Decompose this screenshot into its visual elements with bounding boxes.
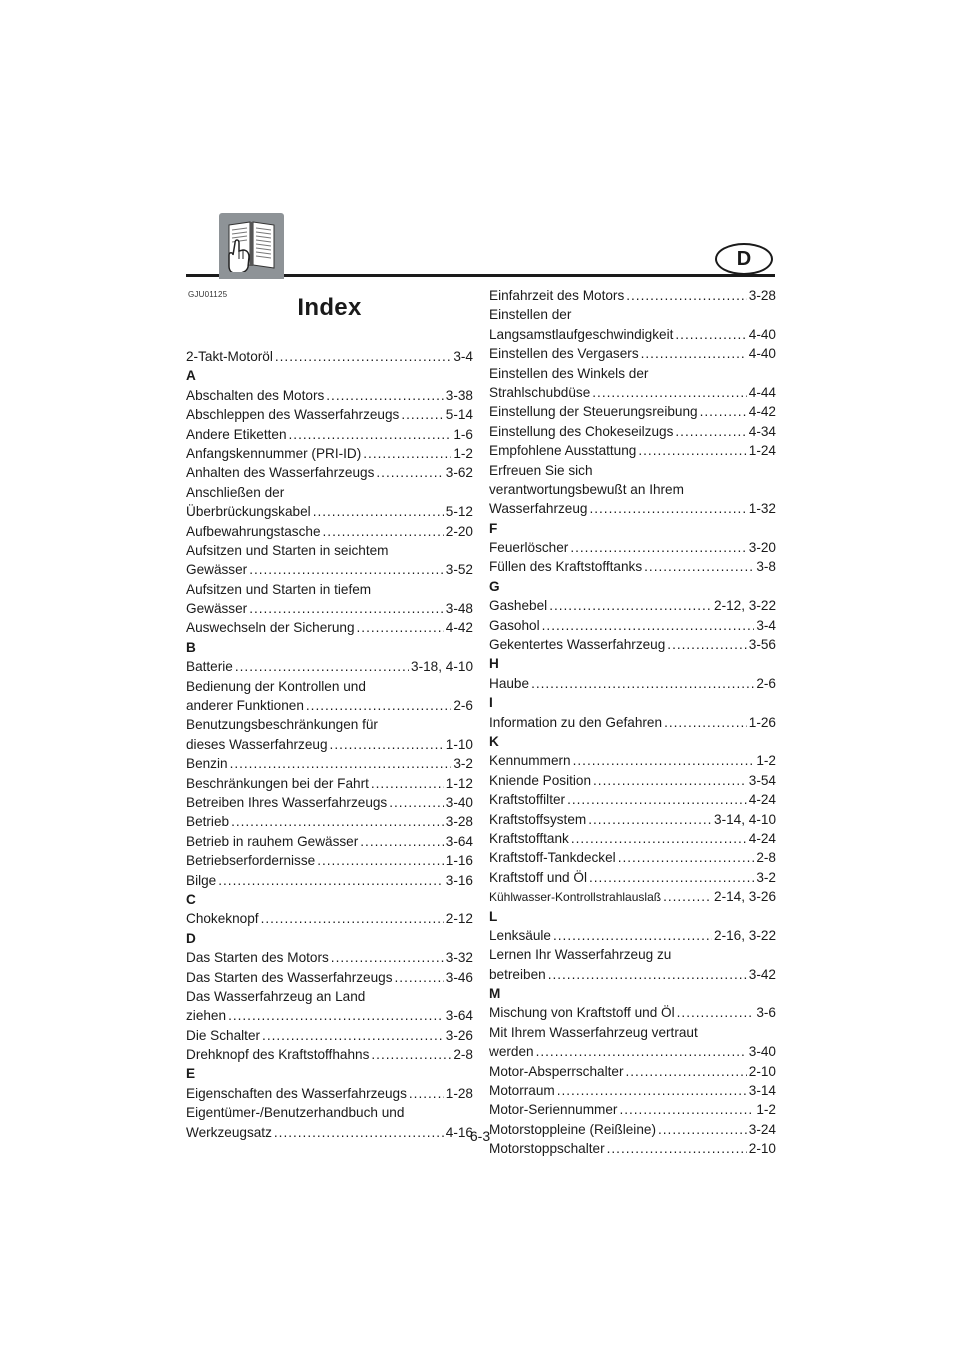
index-entry-term: Motorraum bbox=[489, 1083, 555, 1099]
dot-leader bbox=[306, 696, 451, 715]
index-entry bbox=[186, 444, 473, 463]
index-entry-page: 3-28 bbox=[748, 288, 776, 303]
dot-leader bbox=[626, 286, 747, 305]
index-entry bbox=[186, 832, 473, 851]
dot-leader bbox=[531, 674, 754, 693]
index-entry-term: Lenksäule bbox=[489, 927, 551, 943]
dot-leader bbox=[557, 1081, 747, 1100]
index-entry-line: Einstellen der bbox=[489, 307, 572, 323]
dot-leader bbox=[289, 425, 452, 444]
index-letter-heading: A bbox=[186, 368, 196, 384]
index-entry-page: 3-52 bbox=[445, 562, 473, 578]
index-entry-term: Kraftstoffsystem bbox=[489, 811, 587, 827]
index-entry bbox=[186, 812, 473, 831]
dot-leader bbox=[313, 502, 444, 521]
index-entry-page: 3-40 bbox=[748, 1044, 776, 1060]
index-entry bbox=[489, 596, 776, 615]
index-entry-page: 3-38 bbox=[445, 387, 473, 403]
dot-leader bbox=[567, 790, 747, 809]
index-entry-page: 3-18, 4-10 bbox=[411, 659, 473, 675]
index-entry-term: Anfangskennummer (PRI-ID) bbox=[186, 445, 362, 461]
dot-leader bbox=[363, 444, 451, 463]
index-entry-line: Anschließen der bbox=[186, 484, 285, 500]
index-entry-line: Aufsitzen und Starten in seichtem bbox=[186, 542, 389, 558]
index-entry-page: 2-6 bbox=[453, 698, 473, 714]
dot-leader bbox=[593, 771, 747, 790]
index-entry-page: 2-8 bbox=[756, 850, 776, 866]
index-entry bbox=[186, 347, 473, 366]
dot-leader bbox=[409, 1084, 444, 1103]
index-entry-page: 1-16 bbox=[445, 853, 473, 869]
index-entry bbox=[489, 674, 776, 693]
index-letter-heading: I bbox=[489, 695, 493, 711]
index-entry-term: Haube bbox=[489, 675, 530, 691]
index-entry-term: Kraftstoffilter bbox=[489, 792, 566, 808]
index-entry bbox=[186, 386, 473, 405]
index-entry bbox=[489, 538, 776, 557]
index-entry-term: Gasohol bbox=[489, 617, 540, 633]
index-entry-term: Motor-Absperrschalter bbox=[489, 1063, 624, 1079]
index-entry-term: Einstellen des Vergasers bbox=[489, 346, 639, 362]
index-entry bbox=[489, 965, 776, 984]
index-entry bbox=[186, 1084, 473, 1103]
dot-leader bbox=[619, 1100, 754, 1119]
index-entry bbox=[489, 616, 776, 635]
index-entry bbox=[186, 599, 473, 618]
index-entry-term: Batterie bbox=[186, 659, 233, 675]
index-entry bbox=[186, 1045, 473, 1064]
index-entry bbox=[489, 1062, 776, 1081]
index-entry-page: 1-2 bbox=[453, 445, 473, 461]
index-entry-page: 2-12, 3-22 bbox=[714, 598, 776, 614]
index-entry-page: 3-20 bbox=[748, 540, 776, 556]
index-entry-page: 2-14, 3-26 bbox=[714, 889, 776, 905]
index-entry bbox=[489, 499, 776, 518]
index-entry bbox=[489, 635, 776, 654]
dot-leader bbox=[553, 926, 712, 945]
index-entry-term: Empfohlene Ausstattung bbox=[489, 443, 637, 459]
index-entry-page: 3-46 bbox=[445, 969, 473, 985]
index-entry-page: 2-10 bbox=[748, 1141, 776, 1157]
index-entry-term: ziehen bbox=[186, 1008, 227, 1024]
index-entry-term: Einfahrzeit des Motors bbox=[489, 288, 625, 303]
dot-leader bbox=[231, 812, 444, 831]
index-entry-page: 2-10 bbox=[748, 1063, 776, 1079]
index-entry-page: 1-6 bbox=[453, 426, 473, 442]
index-entry bbox=[489, 810, 776, 829]
index-entry-term: Kühlwasser-Kontrollstrahlauslaß bbox=[489, 890, 662, 905]
index-entry bbox=[489, 383, 776, 402]
index-letter-heading: C bbox=[186, 891, 196, 907]
index-entry-page: 2-16, 3-22 bbox=[714, 927, 776, 943]
index-entry bbox=[489, 286, 776, 305]
index-entry-page: 3-14, 4-10 bbox=[714, 811, 776, 827]
index-entry-term: Auswechseln der Sicherung bbox=[186, 620, 355, 636]
index-entry-page: 4-24 bbox=[748, 792, 776, 808]
index-entry-page: 3-64 bbox=[445, 1008, 473, 1024]
index-entry bbox=[186, 871, 473, 890]
index-entry-term: Mischung von Kraftstoff und Öl bbox=[489, 1005, 675, 1021]
dot-leader bbox=[371, 1045, 451, 1064]
language-badge: D bbox=[715, 243, 773, 275]
dot-leader bbox=[331, 948, 444, 967]
index-letter-heading: K bbox=[489, 733, 499, 749]
index-entry-term: Bilge bbox=[186, 872, 217, 888]
dot-leader bbox=[228, 1006, 444, 1025]
index-entry bbox=[489, 441, 776, 460]
index-entry-term: Gewässer bbox=[186, 601, 248, 617]
index-entry-term: Das Starten des Motors bbox=[186, 950, 329, 966]
index-entry bbox=[489, 868, 776, 887]
index-entry bbox=[186, 425, 473, 444]
index-entry bbox=[489, 887, 776, 906]
index-entry-page: 1-32 bbox=[748, 501, 776, 517]
index-entry bbox=[186, 696, 473, 715]
index-entry bbox=[186, 793, 473, 812]
dot-leader bbox=[401, 405, 443, 424]
index-entry-term: Anhalten des Wasserfahrzeugs bbox=[186, 465, 375, 481]
index-entry-page: 3-48 bbox=[445, 601, 473, 617]
index-entry-term: Kraftstoff-Tankdeckel bbox=[489, 850, 616, 866]
manual-reading-hand-icon bbox=[219, 213, 284, 277]
index-entry-term: Das Starten des Wasserfahrzeugs bbox=[186, 969, 393, 985]
document-code: GJU01125 bbox=[188, 290, 228, 299]
dot-leader bbox=[323, 522, 444, 541]
index-entry-page: 4-40 bbox=[748, 326, 776, 342]
index-entry bbox=[186, 405, 473, 424]
index-entry-term: Motor-Seriennummer bbox=[489, 1102, 618, 1118]
dot-leader bbox=[360, 832, 444, 851]
dot-leader bbox=[571, 829, 747, 848]
dot-leader bbox=[536, 1042, 747, 1061]
index-entry-line: Lernen Ihr Wasserfahrzeug zu bbox=[489, 947, 672, 963]
index-entry-page: 3-4 bbox=[453, 349, 473, 364]
index-entry-term: Drehknopf des Kraftstoffhahns bbox=[186, 1047, 370, 1063]
dot-leader bbox=[376, 463, 443, 482]
index-entry bbox=[186, 968, 473, 987]
index-entry-term: Einstellung des Chokeseilzugs bbox=[489, 423, 674, 439]
index-entry-line: Erfreuen Sie sich bbox=[489, 462, 593, 478]
index-entry-term: Füllen des Kraftstofftanks bbox=[489, 559, 643, 575]
dot-leader bbox=[330, 735, 444, 754]
index-entry bbox=[489, 1003, 776, 1022]
index-entry-term: Überbrückungskabel bbox=[186, 504, 311, 520]
index-entry-term: Abschalten des Motors bbox=[186, 387, 325, 403]
dot-leader bbox=[625, 1062, 746, 1081]
dot-leader bbox=[588, 810, 712, 829]
index-entry-term: Wasserfahrzeug bbox=[489, 501, 588, 517]
dot-leader bbox=[262, 1026, 444, 1045]
index-entry-page: 4-44 bbox=[748, 384, 776, 400]
index-entry bbox=[186, 657, 473, 676]
dot-leader bbox=[667, 635, 746, 654]
index-entry-page: 3-14 bbox=[748, 1083, 776, 1099]
index-letter-heading: B bbox=[186, 639, 196, 655]
index-entry-page: 2-8 bbox=[453, 1047, 473, 1063]
index-entry-term: Strahlschubdüse bbox=[489, 384, 591, 400]
index-column-left bbox=[186, 347, 473, 1142]
dot-leader bbox=[638, 441, 746, 460]
index-entry bbox=[186, 502, 473, 521]
index-entry-page: 3-16 bbox=[445, 872, 473, 888]
dot-leader bbox=[542, 616, 755, 635]
index-entry-page: 2-6 bbox=[756, 675, 776, 691]
index-entry-term: Betriebserfordernisse bbox=[186, 853, 316, 869]
index-entry-page: 1-12 bbox=[445, 775, 473, 791]
index-entry-line: verantwortungsbewußt an Ihrem bbox=[489, 481, 684, 497]
index-entry-term: Kennummern bbox=[489, 753, 571, 769]
dot-leader bbox=[677, 1003, 755, 1022]
dot-leader bbox=[235, 657, 409, 676]
dot-leader bbox=[663, 887, 712, 906]
index-letter-heading: G bbox=[489, 578, 500, 594]
dot-leader bbox=[548, 965, 747, 984]
index-entry-page: 4-42 bbox=[748, 404, 776, 420]
index-entry-term: Gewässer bbox=[186, 562, 248, 578]
index-entry-line: Aufsitzen und Starten in tiefem bbox=[186, 581, 372, 597]
index-entry bbox=[489, 1100, 776, 1119]
dot-leader bbox=[641, 344, 747, 363]
index-entry-page: 5-14 bbox=[445, 407, 473, 423]
dot-leader bbox=[675, 422, 746, 441]
index-entry-term: Werkzeugsatz bbox=[186, 1124, 272, 1140]
index-entry-term: Chokeknopf bbox=[186, 911, 259, 927]
index-entry-term: Betreiben Ihres Wasserfahrzeugs bbox=[186, 794, 388, 810]
dot-leader bbox=[589, 868, 754, 887]
index-entry bbox=[489, 1081, 776, 1100]
index-entry-term: Information zu den Gefahren bbox=[489, 714, 663, 730]
index-entry-line: Das Wasserfahrzeug an Land bbox=[186, 988, 366, 1004]
index-entry-page: 3-24 bbox=[748, 1121, 776, 1137]
index-letter-heading: L bbox=[489, 908, 498, 924]
index-entry-term: Beschränkungen bei der Fahrt bbox=[186, 775, 369, 791]
index-letter-heading: D bbox=[186, 930, 196, 946]
index-entry bbox=[186, 774, 473, 793]
index-entry-page: 3-42 bbox=[748, 966, 776, 982]
index-entry-page: 5-12 bbox=[445, 504, 473, 520]
dot-leader bbox=[573, 751, 755, 770]
index-letter-heading: H bbox=[489, 656, 499, 672]
index-entry bbox=[489, 1042, 776, 1061]
index-entry-line: Eigentümer-/Benutzerhandbuch und bbox=[186, 1105, 405, 1121]
index-entry-page: 1-28 bbox=[445, 1085, 473, 1101]
index-entry-page: 3-2 bbox=[756, 869, 776, 885]
index-entry bbox=[186, 735, 473, 754]
dot-leader bbox=[218, 871, 444, 890]
index-entry-term: Benzin bbox=[186, 756, 228, 772]
dot-leader bbox=[675, 325, 746, 344]
index-entry bbox=[489, 790, 776, 809]
index-entry-term: Motorstoppschalter bbox=[489, 1141, 605, 1157]
dot-leader bbox=[549, 596, 712, 615]
index-letter-heading: E bbox=[186, 1066, 196, 1082]
index-entry bbox=[186, 909, 473, 928]
dot-leader bbox=[249, 599, 444, 618]
index-entry-page: 4-40 bbox=[748, 346, 776, 362]
dot-leader bbox=[644, 557, 754, 576]
dot-leader bbox=[592, 383, 747, 402]
dot-leader bbox=[261, 909, 444, 928]
index-entry-term: Kraftstoff und Öl bbox=[489, 869, 587, 885]
index-entry-page: 1-24 bbox=[748, 443, 776, 459]
index-entry bbox=[489, 829, 776, 848]
dot-leader bbox=[275, 347, 451, 366]
index-entry-page: 1-2 bbox=[756, 1102, 776, 1118]
index-entry-term: betreiben bbox=[489, 966, 546, 982]
dot-leader bbox=[317, 851, 444, 870]
index-entry bbox=[489, 557, 776, 576]
index-entry-term: Gekentertes Wasserfahrzeug bbox=[489, 637, 666, 653]
index-entry bbox=[489, 344, 776, 363]
dot-leader bbox=[700, 402, 747, 421]
index-entry-page: 1-2 bbox=[756, 753, 776, 769]
index-entry bbox=[489, 325, 776, 344]
index-entry-page: 3-6 bbox=[756, 1005, 776, 1021]
index-entry-term: Kraftstofftank bbox=[489, 830, 569, 846]
dot-leader bbox=[395, 968, 444, 987]
index-entry bbox=[489, 751, 776, 770]
index-entry-page: 3-4 bbox=[756, 617, 776, 633]
index-entry-term: Motorstoppleine (Reißleine) bbox=[489, 1121, 656, 1137]
dot-leader bbox=[664, 713, 747, 732]
dot-leader bbox=[357, 618, 444, 637]
dot-leader bbox=[326, 386, 444, 405]
dot-leader bbox=[618, 848, 755, 867]
index-entry-page: 3-54 bbox=[748, 772, 776, 788]
page-number: 6-3 bbox=[469, 1128, 491, 1144]
index-entry bbox=[186, 1006, 473, 1025]
index-letter-heading: M bbox=[489, 986, 501, 1002]
index-entry-term: Aufbewahrungstasche bbox=[186, 523, 321, 539]
index-entry-term: Kniende Position bbox=[489, 772, 592, 788]
index-entry-page: 3-28 bbox=[445, 814, 473, 830]
index-entry bbox=[489, 848, 776, 867]
index-entry-term: Gashebel bbox=[489, 598, 548, 614]
index-entry bbox=[489, 926, 776, 945]
index-entry-term: Eigenschaften des Wasserfahrzeugs bbox=[186, 1085, 407, 1101]
index-entry-page: 1-10 bbox=[445, 736, 473, 752]
index-entry-page: 3-64 bbox=[445, 833, 473, 849]
index-entry bbox=[489, 771, 776, 790]
index-entry bbox=[186, 1026, 473, 1045]
index-entry bbox=[489, 422, 776, 441]
index-entry-page: 3-2 bbox=[453, 756, 473, 772]
index-column-right bbox=[489, 286, 776, 1159]
index-entry-page: 3-40 bbox=[445, 794, 473, 810]
index-entry bbox=[489, 402, 776, 421]
index-entry-line: Einstellen des Winkels der bbox=[489, 365, 649, 381]
index-entry bbox=[186, 948, 473, 967]
index-entry-page: 4-34 bbox=[748, 423, 776, 439]
page-title: Index bbox=[297, 294, 362, 321]
index-letter-heading: F bbox=[489, 520, 498, 536]
index-entry-line: Mit Ihrem Wasserfahrzeug vertraut bbox=[489, 1024, 698, 1040]
index-entry-term: Abschleppen des Wasserfahrzeugs bbox=[186, 407, 400, 423]
index-entry-page: 4-16 bbox=[445, 1124, 473, 1140]
index-entry-page: 4-24 bbox=[748, 830, 776, 846]
index-entry bbox=[186, 754, 473, 773]
index-entry bbox=[186, 463, 473, 482]
index-entry bbox=[186, 522, 473, 541]
index-entry-line: Bedienung der Kontrollen und bbox=[186, 678, 366, 694]
dot-leader bbox=[589, 499, 746, 518]
index-entry-term: Einstellung der Steuerungsreibung bbox=[489, 404, 698, 420]
index-entry-page: 3-26 bbox=[445, 1027, 473, 1043]
header-icon-base bbox=[219, 272, 284, 279]
index-entry-page: 2-20 bbox=[445, 523, 473, 539]
index-entry bbox=[186, 851, 473, 870]
dot-leader bbox=[249, 560, 444, 579]
dot-leader bbox=[230, 754, 452, 773]
index-entry-term: Die Schalter bbox=[186, 1027, 261, 1043]
index-entry-term: werden bbox=[489, 1044, 534, 1060]
index-entry-page: 3-62 bbox=[445, 465, 473, 481]
index-entry-term: anderer Funktionen bbox=[186, 698, 304, 714]
index-entry-line: Benutzungsbeschränkungen für bbox=[186, 717, 378, 733]
index-entry-page: 1-26 bbox=[748, 714, 776, 730]
index-entry-page: 4-42 bbox=[445, 620, 473, 636]
index-entry bbox=[186, 560, 473, 579]
index-entry-page: 3-32 bbox=[445, 950, 473, 966]
dot-leader bbox=[371, 774, 444, 793]
dot-leader bbox=[570, 538, 746, 557]
index-entry-term: Feuerlöscher bbox=[489, 540, 569, 556]
index-entry bbox=[186, 618, 473, 637]
index-entry bbox=[489, 713, 776, 732]
index-entry-term: Betrieb bbox=[186, 814, 230, 830]
index-entry-term: dieses Wasserfahrzeug bbox=[186, 736, 328, 752]
index-entry-page: 3-56 bbox=[748, 637, 776, 653]
index-entry-page: 2-12 bbox=[445, 911, 473, 927]
index-entry-page: 3-8 bbox=[756, 559, 776, 575]
index-entry-term: 2-Takt-Motoröl bbox=[186, 349, 273, 364]
index-entry-term: Betrieb in rauhem Gewässer bbox=[186, 833, 359, 849]
index-entry-term: Andere Etiketten bbox=[186, 426, 287, 442]
index-entry-term: Langsamstlaufgeschwindigkeit bbox=[489, 326, 674, 342]
dot-leader bbox=[389, 793, 444, 812]
